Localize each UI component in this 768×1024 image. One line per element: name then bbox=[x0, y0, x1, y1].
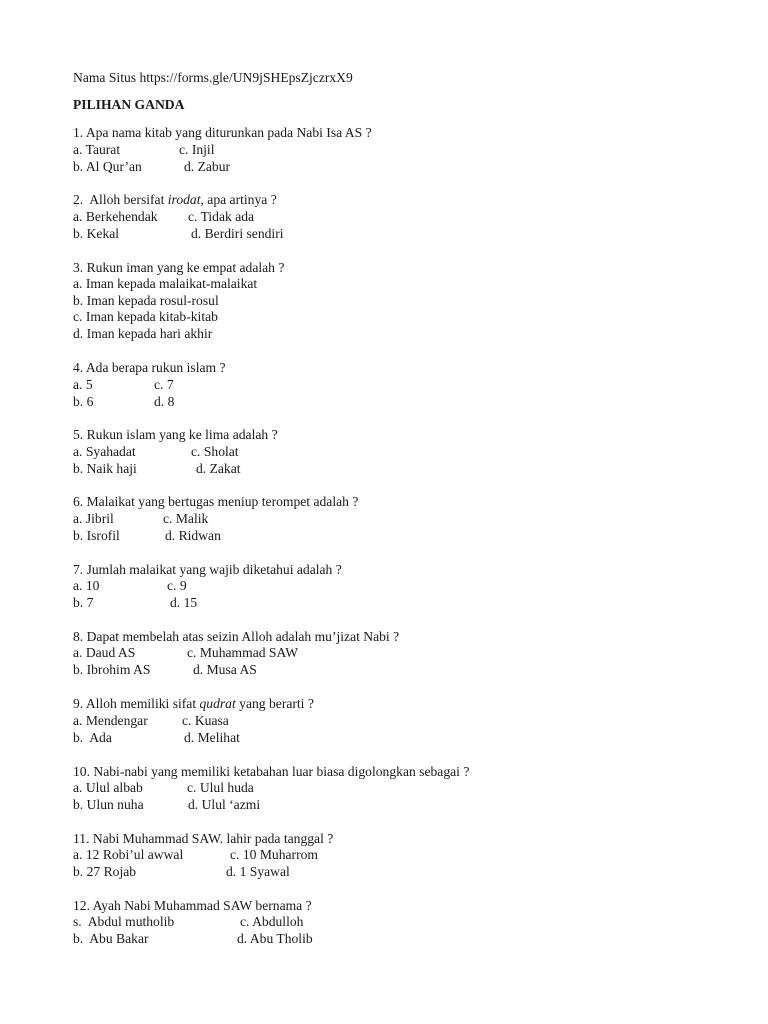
option-a: a. 5 bbox=[73, 377, 93, 392]
option-a: s. Abdul mutholib bbox=[73, 914, 175, 929]
question-9-pre: 9. Alloh memiliki sifat bbox=[73, 696, 200, 711]
question-8-text: 8. Dapat membelah atas seizin Alloh adalah mu’jizat Nabi ? bbox=[73, 629, 400, 644]
question-6-text: 6. Malaikat yang bertugas meniup terompet adalah ? bbox=[73, 494, 359, 509]
option-d: d. Iman kepada hari akhir bbox=[73, 326, 213, 341]
option-a: a. Mendengar bbox=[73, 713, 148, 728]
option-b: b. Ibrohim AS bbox=[73, 662, 151, 677]
option-b: b. Al Qur’an bbox=[73, 159, 142, 174]
option-a: a. Ulul albab bbox=[73, 780, 143, 795]
question-12-text: 12. Ayah Nabi Muhammad SAW bernama ? bbox=[73, 898, 312, 913]
option-c: c. Ulul huda bbox=[187, 780, 254, 795]
option-c: c. 10 Muharrom bbox=[230, 847, 318, 862]
question-10-row-2 bbox=[73, 797, 261, 813]
question-5-row-2 bbox=[73, 461, 241, 477]
option-b: b. 27 Rojab bbox=[73, 864, 137, 879]
option-b: b. Ulun nuha bbox=[73, 797, 144, 812]
site-label: Nama Situs bbox=[73, 70, 137, 85]
option-c: c. Tidak ada bbox=[188, 209, 255, 224]
question-2-post: , apa artinya ? bbox=[200, 192, 277, 207]
site-line bbox=[73, 70, 353, 86]
option-c: c. Malik bbox=[163, 511, 209, 526]
question-8-row-1 bbox=[73, 645, 299, 661]
option-c: c. 7 bbox=[154, 377, 174, 392]
option-d: d. 8 bbox=[154, 394, 175, 409]
option-d: d. Melihat bbox=[184, 730, 240, 745]
option-a: a. Iman kepada malaikat-malaikat bbox=[73, 276, 258, 291]
option-a: a. Berkehendak bbox=[73, 209, 158, 224]
option-a: a. 12 Robi’ul awwal bbox=[73, 847, 184, 862]
option-d: d. Musa AS bbox=[193, 662, 257, 677]
option-d: d. Zabur bbox=[184, 159, 231, 174]
option-c: c. Iman kepada kitab-kitab bbox=[73, 309, 218, 324]
option-d: d. Abu Tholib bbox=[237, 931, 313, 946]
option-b: b. 7 bbox=[73, 595, 94, 610]
question-4-row-1 bbox=[73, 377, 174, 393]
question-6-row-1 bbox=[73, 511, 209, 527]
question-11-row-2 bbox=[73, 864, 290, 880]
question-9-text bbox=[73, 696, 314, 712]
option-c: c. Injil bbox=[179, 142, 215, 157]
question-12-row-2 bbox=[73, 931, 313, 947]
question-10-row-1 bbox=[73, 780, 254, 796]
option-b: b. Ada bbox=[73, 730, 112, 745]
option-c: c. Abdulloh bbox=[240, 914, 304, 929]
question-11-row-1 bbox=[73, 847, 318, 863]
question-5-text: 5. Rukun islam yang ke lima adalah ? bbox=[73, 427, 278, 442]
question-1-row-1 bbox=[73, 142, 215, 158]
question-7-row-2 bbox=[73, 595, 198, 611]
option-d: d. 1 Syawal bbox=[226, 864, 290, 879]
option-c: c. Muhammad SAW bbox=[187, 645, 299, 660]
option-d: d. Ridwan bbox=[165, 528, 221, 543]
option-d: d. 15 bbox=[170, 595, 198, 610]
question-4-text: 4. Ada berapa rukun islam ? bbox=[73, 360, 226, 375]
option-b: b. 6 bbox=[73, 394, 94, 409]
question-3-text: 3. Rukun iman yang ke empat adalah ? bbox=[73, 260, 285, 275]
question-12-row-1 bbox=[73, 914, 304, 930]
option-b: b. Abu Bakar bbox=[73, 931, 149, 946]
question-4-row-2 bbox=[73, 394, 175, 410]
site-url[interactable]: https://forms.gle/UN9jSHEpsZjczrxX9 bbox=[139, 70, 353, 85]
question-8-row-2 bbox=[73, 662, 257, 678]
question-1-row-2 bbox=[73, 159, 231, 175]
option-c: c. Kuasa bbox=[182, 713, 229, 728]
question-1-text: 1. Apa nama kitab yang diturunkan pada Nabi Isa AS ? bbox=[73, 125, 372, 140]
option-c: c. 9 bbox=[167, 578, 187, 593]
option-a: a. 10 bbox=[73, 578, 100, 593]
question-2-pre: 2. Alloh bersifat bbox=[73, 192, 168, 207]
question-5-row-1 bbox=[73, 444, 239, 460]
option-b: b. Naik haji bbox=[73, 461, 137, 476]
question-9-term: qudrat bbox=[199, 696, 236, 711]
question-6-row-2 bbox=[73, 528, 221, 544]
question-7-text: 7. Jumlah malaikat yang wajib diketahui adalah ? bbox=[73, 562, 342, 577]
option-a: a. Syahadat bbox=[73, 444, 136, 459]
option-b: b. Kekal bbox=[73, 226, 120, 241]
question-2-term: irodat bbox=[167, 192, 201, 207]
question-9-row-2 bbox=[73, 730, 240, 746]
option-b: b. Iman kepada rosul-rosul bbox=[73, 293, 219, 308]
option-d: d. Ulul ‘azmi bbox=[188, 797, 261, 812]
question-7-row-1 bbox=[73, 578, 187, 594]
option-b: b. Isrofil bbox=[73, 528, 120, 543]
question-11-text: 11. Nabi Muhammad SAW. lahir pada tanggal ? bbox=[73, 831, 334, 846]
question-10-text: 10. Nabi-nabi yang memiliki ketabahan luar biasa digolongkan sebagai ? bbox=[73, 764, 470, 779]
question-2-row-1 bbox=[73, 209, 255, 225]
option-d: d. Zakat bbox=[196, 461, 241, 476]
option-a: a. Taurat bbox=[73, 142, 121, 157]
option-c: c. Sholat bbox=[191, 444, 239, 459]
option-d: d. Berdiri sendiri bbox=[191, 226, 284, 241]
option-a: a. Daud AS bbox=[73, 645, 136, 660]
question-9-post: yang berarti ? bbox=[235, 696, 314, 711]
question-2-text bbox=[73, 192, 277, 208]
option-a: a. Jibril bbox=[73, 511, 114, 526]
question-2-row-2 bbox=[73, 226, 284, 242]
question-9-row-1 bbox=[73, 713, 229, 729]
section-title: PILIHAN GANDA bbox=[73, 97, 185, 112]
